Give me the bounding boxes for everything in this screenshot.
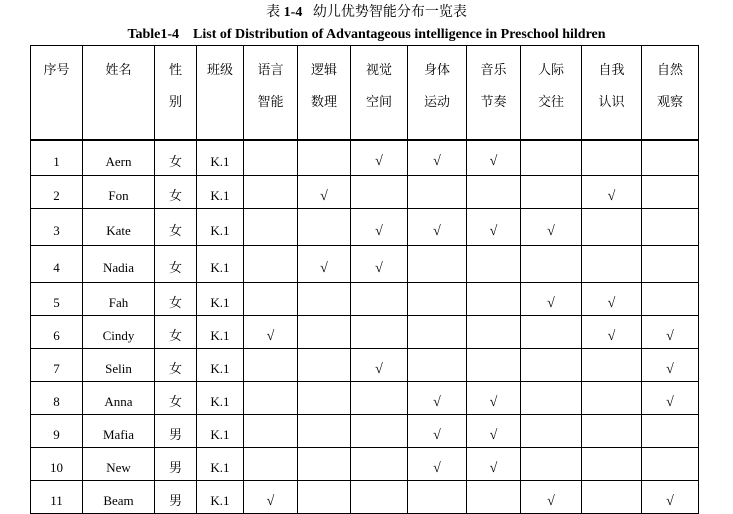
header-text: 身体 — [423, 62, 450, 77]
cell-intelligence — [408, 316, 467, 349]
header-text: 自我 — [598, 62, 625, 77]
check-mark: √ — [489, 154, 498, 170]
col-header-logical-math — [298, 46, 351, 140]
cell-class: K.1 — [197, 176, 244, 209]
cell-intelligence — [467, 283, 521, 316]
cell-intelligence — [298, 349, 351, 382]
cell-sex: 女 — [155, 382, 197, 415]
cell-intelligence — [521, 448, 582, 481]
table-row — [31, 349, 699, 382]
check-mark: √ — [266, 493, 275, 509]
check-mark: √ — [375, 361, 383, 377]
table-row — [31, 382, 699, 415]
check-mark: √ — [433, 394, 441, 410]
header-text: 性 — [168, 62, 182, 77]
cell-intelligence — [467, 176, 521, 209]
check-mark: √ — [375, 260, 383, 276]
cell-intelligence — [582, 415, 642, 448]
cell-intelligence — [408, 140, 467, 176]
col-header-linguistic — [244, 46, 298, 140]
cell-intelligence — [467, 415, 521, 448]
cell-intelligence — [244, 246, 298, 283]
cell-intelligence — [408, 246, 467, 283]
cell-intelligence — [351, 448, 408, 481]
cell-intelligence — [642, 176, 699, 209]
table-row — [31, 209, 699, 246]
caption-title: 幼儿优势智能分布一览表 — [312, 5, 467, 20]
col-header-class — [197, 46, 244, 140]
cell-sex: 女 — [155, 283, 197, 316]
cell-intelligence — [642, 246, 699, 283]
cell-intelligence — [521, 481, 582, 514]
header-text: 智能 — [257, 94, 284, 109]
cell-intelligence — [582, 283, 642, 316]
check-mark: √ — [547, 223, 555, 239]
cell-intelligence — [467, 246, 521, 283]
cell-intelligence — [642, 415, 699, 448]
cell-intelligence — [298, 481, 351, 514]
header-text: 自然 — [656, 62, 683, 77]
cell-intelligence — [298, 140, 351, 176]
cell-intelligence — [582, 246, 642, 283]
cell-number: 8 — [31, 382, 83, 415]
cell-intelligence — [521, 316, 582, 349]
cell-intelligence — [408, 176, 467, 209]
check-mark: √ — [666, 328, 674, 344]
cell-class: K.1 — [197, 209, 244, 246]
check-mark: √ — [607, 295, 616, 311]
cell-intelligence — [298, 316, 351, 349]
cell-intelligence — [408, 448, 467, 481]
cell-intelligence — [642, 209, 699, 246]
cell-intelligence — [582, 481, 642, 514]
cell-intelligence — [244, 382, 298, 415]
cell-intelligence — [244, 283, 298, 316]
header-text: 视觉 — [365, 62, 392, 77]
cell-name: Fon — [83, 176, 155, 209]
header-text: 观察 — [656, 94, 683, 109]
cell-intelligence — [298, 382, 351, 415]
cell-intelligence — [408, 283, 467, 316]
cell-intelligence — [467, 481, 521, 514]
cell-class: K.1 — [197, 140, 244, 176]
col-header-visual-spatial — [351, 46, 408, 140]
cell-number: 11 — [31, 481, 83, 514]
col-header-intrapersonal — [582, 46, 642, 140]
cell-sex: 女 — [155, 349, 197, 382]
header-text: 姓名 — [105, 62, 132, 77]
cell-class: K.1 — [197, 349, 244, 382]
cell-intelligence — [351, 481, 408, 514]
cell-class: K.1 — [197, 415, 244, 448]
cell-sex: 男 — [155, 415, 197, 448]
header-text: 交往 — [537, 94, 564, 109]
cell-intelligence — [244, 176, 298, 209]
cell-intelligence — [351, 176, 408, 209]
cell-intelligence — [244, 415, 298, 448]
check-mark: √ — [666, 361, 674, 377]
check-mark: √ — [666, 493, 674, 509]
cell-intelligence — [298, 176, 351, 209]
cell-intelligence — [244, 481, 298, 514]
intelligence-distribution-table — [30, 45, 699, 514]
check-mark: √ — [489, 223, 498, 239]
check-mark: √ — [607, 328, 616, 344]
cell-number: 6 — [31, 316, 83, 349]
cell-intelligence — [408, 209, 467, 246]
cell-intelligence — [244, 316, 298, 349]
caption-number: 1-4 — [283, 5, 303, 20]
cell-intelligence — [298, 283, 351, 316]
header-text: 序号 — [43, 62, 70, 77]
header-text: 空间 — [365, 94, 392, 109]
cell-intelligence — [351, 316, 408, 349]
cell-intelligence — [351, 382, 408, 415]
cell-intelligence — [582, 382, 642, 415]
check-mark: √ — [489, 427, 498, 443]
check-mark: √ — [666, 394, 674, 410]
cell-class: K.1 — [197, 448, 244, 481]
table-caption-english: Table1-4 List of Distribution of Advantageous intelligence in Preschool hildren — [127, 27, 606, 42]
header-text: 数理 — [310, 94, 337, 109]
cell-name: Anna — [83, 382, 155, 415]
header-text: 别 — [168, 94, 182, 109]
cell-number: 1 — [31, 140, 83, 176]
cell-intelligence — [351, 140, 408, 176]
cell-name: Kate — [83, 209, 155, 246]
cell-number: 3 — [31, 209, 83, 246]
table-row — [31, 283, 699, 316]
cell-intelligence — [521, 349, 582, 382]
check-mark: √ — [547, 493, 555, 509]
cell-intelligence — [351, 349, 408, 382]
cell-intelligence — [521, 415, 582, 448]
header-text: 逻辑 — [310, 62, 337, 77]
check-mark: √ — [433, 154, 441, 170]
cell-intelligence — [408, 481, 467, 514]
cell-intelligence — [467, 209, 521, 246]
cell-class: K.1 — [197, 382, 244, 415]
cell-class: K.1 — [197, 246, 244, 283]
header-text: 人际 — [537, 62, 564, 77]
cell-number: 2 — [31, 176, 83, 209]
cell-intelligence — [582, 448, 642, 481]
cell-intelligence — [521, 140, 582, 176]
table-body — [31, 140, 699, 514]
col-header-naturalist — [642, 46, 699, 140]
check-mark: √ — [375, 154, 383, 170]
cell-number: 7 — [31, 349, 83, 382]
cell-intelligence — [244, 349, 298, 382]
check-mark: √ — [547, 295, 555, 311]
check-mark: √ — [266, 328, 275, 344]
cell-intelligence — [642, 382, 699, 415]
check-mark: √ — [433, 427, 441, 443]
cell-number: 4 — [31, 246, 83, 283]
header-text: 运动 — [423, 94, 450, 109]
check-mark: √ — [375, 223, 383, 239]
col-header-musical — [467, 46, 521, 140]
check-mark: √ — [489, 460, 498, 476]
cell-class: K.1 — [197, 481, 244, 514]
col-header-interpersonal — [521, 46, 582, 140]
cell-intelligence — [244, 448, 298, 481]
cell-intelligence — [351, 209, 408, 246]
table-row — [31, 140, 699, 176]
cell-intelligence — [244, 209, 298, 246]
cell-sex: 女 — [155, 316, 197, 349]
cell-intelligence — [642, 481, 699, 514]
header-row — [31, 46, 699, 140]
cell-intelligence — [582, 316, 642, 349]
cell-intelligence — [521, 283, 582, 316]
cell-class: K.1 — [197, 316, 244, 349]
cell-intelligence — [408, 415, 467, 448]
cell-intelligence — [521, 176, 582, 209]
cell-intelligence — [244, 140, 298, 176]
table-row — [31, 316, 699, 349]
header-text: 音乐 — [480, 62, 507, 77]
col-header-sex — [155, 46, 197, 140]
cell-sex: 男 — [155, 481, 197, 514]
check-mark: √ — [320, 188, 328, 204]
col-header-name — [83, 46, 155, 140]
caption-prefix: 表 — [266, 5, 281, 20]
cell-intelligence — [467, 349, 521, 382]
table-row — [31, 481, 699, 514]
col-header-number — [31, 46, 83, 140]
cell-name: New — [83, 448, 155, 481]
cell-intelligence — [467, 140, 521, 176]
cell-intelligence — [642, 140, 699, 176]
cell-intelligence — [642, 349, 699, 382]
header-text: 班级 — [206, 62, 233, 77]
check-mark: √ — [433, 223, 441, 239]
cell-sex: 女 — [155, 209, 197, 246]
cell-sex: 女 — [155, 140, 197, 176]
cell-intelligence — [467, 382, 521, 415]
cell-number: 5 — [31, 283, 83, 316]
cell-intelligence — [582, 349, 642, 382]
header-text: 节奏 — [480, 94, 507, 109]
cell-intelligence — [351, 415, 408, 448]
table-row — [31, 246, 699, 283]
cell-sex: 女 — [155, 176, 197, 209]
cell-intelligence — [298, 209, 351, 246]
cell-intelligence — [298, 415, 351, 448]
cell-intelligence — [642, 448, 699, 481]
cell-intelligence — [521, 209, 582, 246]
cell-sex: 女 — [155, 246, 197, 283]
cell-intelligence — [582, 209, 642, 246]
cell-name: Mafia — [83, 415, 155, 448]
table-row — [31, 415, 699, 448]
check-mark: √ — [320, 260, 328, 276]
cell-name: Aern — [83, 140, 155, 176]
cell-class: K.1 — [197, 283, 244, 316]
cell-intelligence — [408, 349, 467, 382]
header-text: 语言 — [257, 62, 284, 77]
cell-name: Selin — [83, 349, 155, 382]
cell-intelligence — [467, 448, 521, 481]
cell-intelligence — [298, 448, 351, 481]
cell-intelligence — [351, 283, 408, 316]
cell-intelligence — [642, 283, 699, 316]
cell-intelligence — [467, 316, 521, 349]
cell-intelligence — [408, 382, 467, 415]
cell-name: Beam — [83, 481, 155, 514]
header-text: 认识 — [598, 94, 625, 109]
cell-intelligence — [521, 246, 582, 283]
col-header-bodily-kinesthetic — [408, 46, 467, 140]
cell-name: Nadia — [83, 246, 155, 283]
cell-sex: 男 — [155, 448, 197, 481]
check-mark: √ — [489, 394, 498, 410]
table-row — [31, 448, 699, 481]
table-row — [31, 176, 699, 209]
table-caption-chinese — [0, 4, 733, 22]
cell-intelligence — [351, 246, 408, 283]
check-mark: √ — [433, 460, 441, 476]
check-mark: √ — [607, 188, 616, 204]
cell-number: 10 — [31, 448, 83, 481]
cell-intelligence — [582, 140, 642, 176]
cell-intelligence — [298, 246, 351, 283]
cell-intelligence — [582, 176, 642, 209]
cell-number: 9 — [31, 415, 83, 448]
cell-intelligence — [642, 316, 699, 349]
cell-name: Fah — [83, 283, 155, 316]
cell-intelligence — [521, 382, 582, 415]
cell-name: Cindy — [83, 316, 155, 349]
